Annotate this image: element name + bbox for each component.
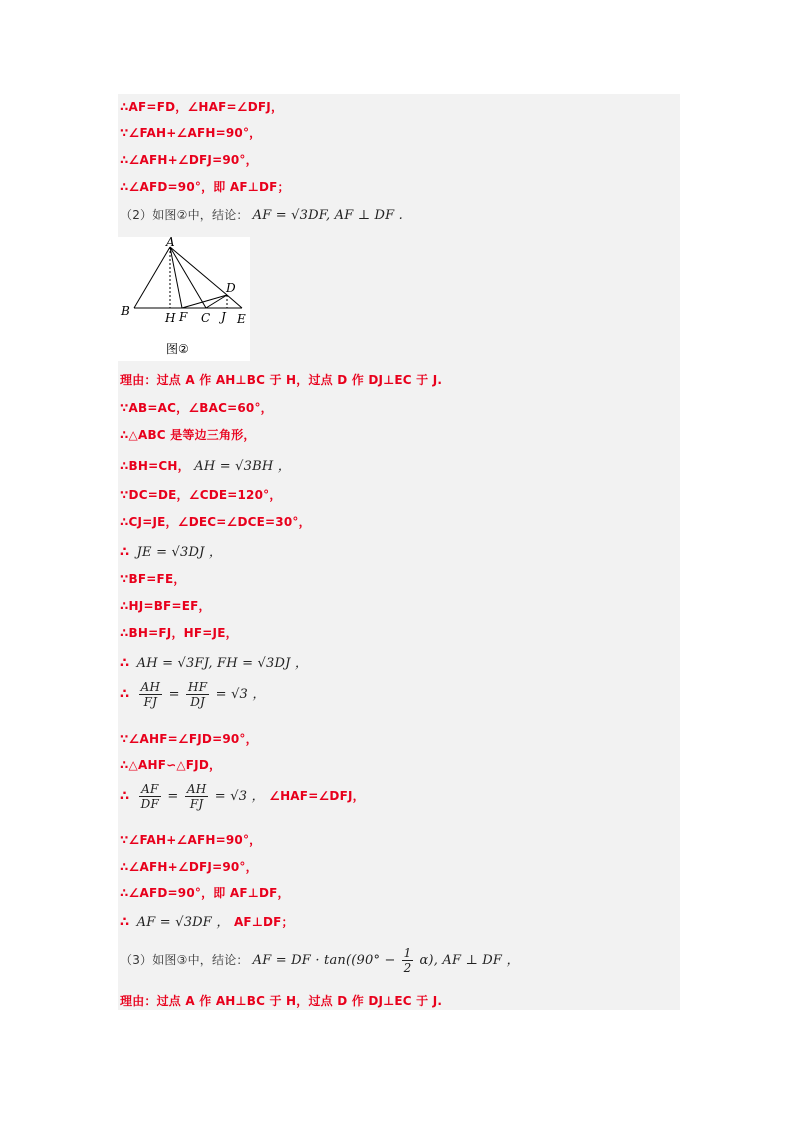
line-19: ∴△AHF∽△FJD， (120, 758, 222, 772)
solution-content (118, 94, 680, 1010)
conclusion-formula: AF = √3DF, AF ⊥ DF . (252, 208, 404, 223)
line-17: ∴ $\frac{AH}{FJ}$ = $\frac{HF}{DJ}$ = √3 ， (120, 680, 266, 709)
line-12: ∴ JE = √3DJ ， (120, 545, 223, 560)
fraction-HF-DJ: $\frac{HF}{DJ}$ (188, 680, 208, 709)
line-8: ∴△ABC 是等边三角形， (120, 428, 256, 442)
line-5: （2）如图②中，结论： AF = √3DF, AF ⊥ DF . (120, 208, 404, 223)
line-11: ∴CJ=JE，∠DEC=∠DCE=30°， (120, 515, 311, 529)
label-H: H (165, 311, 176, 325)
line-25: （3）如图③中，结论： AF = DF · tan((90° − $\frac{1}{2}$ α), AF ⊥ DF ， (120, 946, 520, 975)
triangle-diagram (118, 237, 250, 361)
label-J: J (221, 310, 226, 324)
line-22: ∴∠AFH+∠DFJ=90°， (120, 860, 258, 874)
line-21: ∵∠FAH+∠AFH=90°， (120, 833, 262, 847)
fraction-AH-FJ-2: $\frac{AH}{FJ}$ (186, 782, 207, 811)
label-D: D (226, 281, 236, 295)
figure-caption: 图② (166, 342, 189, 356)
line-24: ∴ AF = √3DF ， AF⊥DF； (120, 915, 294, 930)
fraction-AF-DF: $\frac{AF}{DF}$ (140, 782, 159, 811)
line-23: ∴∠AFD=90°，即 AF⊥DF， (120, 886, 290, 900)
line-16: ∴ AH = √3FJ, FH = √3DJ ， (120, 656, 309, 671)
fraction-one-half: $\frac{1}{2}$ (403, 946, 412, 975)
line-18: ∵∠AHF=∠FJD=90°， (120, 732, 258, 746)
label-A: A (166, 237, 175, 249)
label-C: C (201, 311, 211, 325)
line-26: 理由：过点 A 作 AH⊥BC 于 H，过点 D 作 DJ⊥EC 于 J. (120, 994, 443, 1008)
label-F: F (179, 310, 188, 324)
figure-2 (118, 237, 250, 361)
label-E: E (237, 312, 246, 326)
line-7: ∵AB=AC，∠BAC=60°， (120, 401, 273, 415)
line-3: ∴∠AFH+∠DFJ=90°， (120, 153, 258, 167)
line-2: ∵∠FAH+∠AFH=90°， (120, 126, 262, 140)
line-14: ∴HJ=BF=EF， (120, 599, 211, 613)
line-6: 理由：过点 A 作 AH⊥BC 于 H，过点 D 作 DJ⊥EC 于 J. (120, 373, 443, 387)
line-13: ∵BF=FE， (120, 572, 186, 586)
line-20: ∴ $\frac{AF}{DF}$ = $\frac{AH}{FJ}$ = √3 ， ∠HAF=∠DFJ， (120, 782, 365, 811)
label-B: B (121, 304, 130, 318)
line-15: ∴BH=FJ，HF=JE， (120, 626, 238, 640)
line-9: ∴BH=CH， AH = √3BH ， (120, 459, 291, 474)
line-10: ∵DC=DE，∠CDE=120°， (120, 488, 282, 502)
fraction-AH-FJ: $\frac{AH}{FJ}$ (140, 680, 161, 709)
line-1: ∴AF=FD，∠HAF=∠DFJ， (120, 100, 284, 114)
line-4: ∴∠AFD=90°，即 AF⊥DF； (120, 180, 290, 194)
